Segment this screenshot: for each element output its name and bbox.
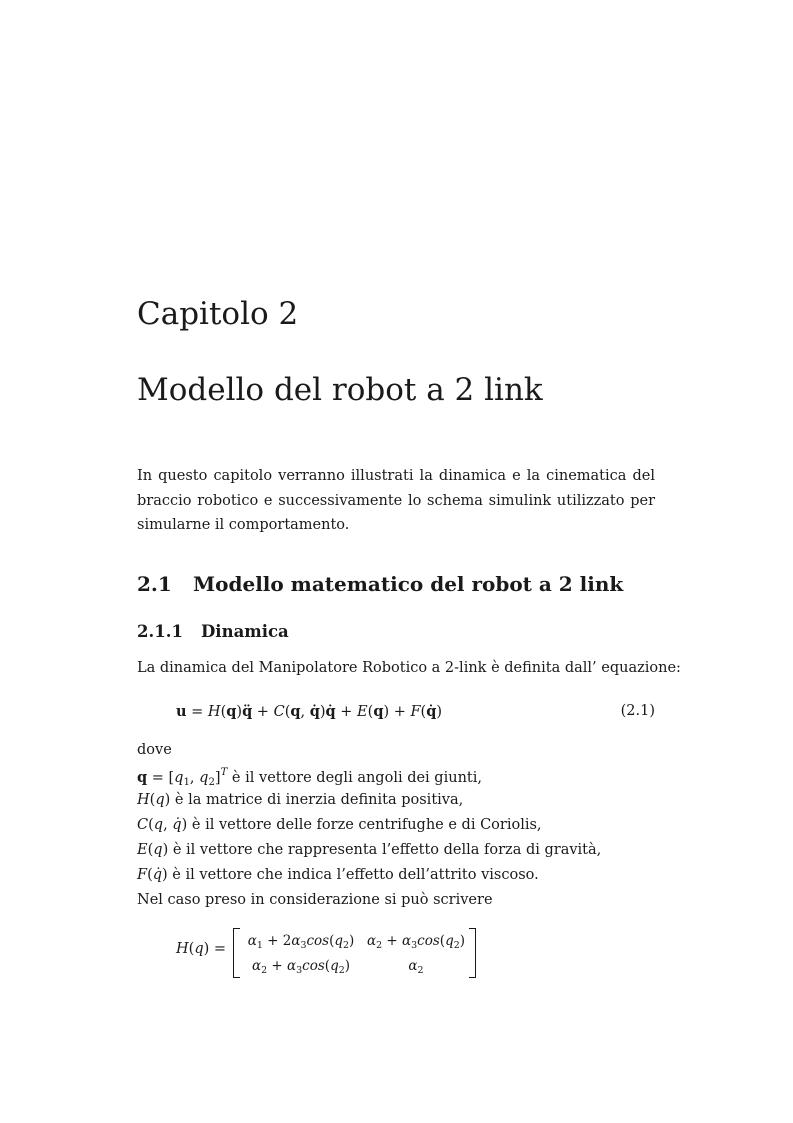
definition-C: C(q, q̇) è il vettore delle forze centrifughe e di Coriolis, bbox=[137, 817, 542, 833]
definition-q: $q = [q_1$, $q_2]^T$ è il vettore degli angoli dei giunti, bbox=[137, 767, 482, 788]
matrix-left-bracket bbox=[233, 928, 240, 978]
matrix-cell-11: $\alpha_1 + 2\alpha_3\cos(q_2)$ bbox=[247, 933, 355, 951]
section-title: Modello matematico del robot a 2 link bbox=[193, 572, 624, 596]
matrix-cell-21: $\alpha_2 + \alpha_3\cos(q_2)$ bbox=[251, 958, 351, 976]
dynamics-intro: La dinamica del Manipolatore Robotico a 2-link è definita dall’ equazione: bbox=[137, 660, 681, 676]
equation-number: (2.1) bbox=[620, 703, 655, 719]
matrix-cell-12: $\alpha_2 + \alpha_3\cos(q_2)$ bbox=[366, 933, 466, 951]
subsection-number: 2.1.1 bbox=[137, 622, 183, 641]
case-line: Nel caso preso in considerazione si può scrivere bbox=[137, 892, 493, 908]
chapter-title: Modello del robot a 2 link bbox=[137, 372, 543, 408]
subsection-title: Dinamica bbox=[201, 622, 289, 641]
definition-H: H(q) è la matrice di inerzia definita positiva, bbox=[137, 792, 464, 808]
matrix-right-bracket bbox=[469, 928, 476, 978]
matrix-cell-22: $\alpha_2$ bbox=[408, 958, 424, 976]
matrix-label: H(q) = bbox=[176, 941, 227, 957]
definition-F: F(q̇) è il vettore che indica l’effetto dell’attrito viscoso. bbox=[137, 867, 539, 883]
section-heading bbox=[137, 572, 623, 596]
chapter-label: Capitolo 2 bbox=[137, 296, 299, 332]
intro-paragraph: In questo capitolo verranno illustrati la dinamica e la cinematica del braccio robotico e successivamente lo schema simulink utilizzato per simularne il comportamento. bbox=[137, 468, 655, 533]
subsection-heading bbox=[137, 622, 289, 641]
dynamics-equation: u = H(q)q̈ + C(q, q̇)q̇ + E(q) + F(q̇) bbox=[176, 703, 443, 720]
section-number: 2.1 bbox=[137, 572, 172, 596]
definition-E: E(q) è il vettore che rappresenta l’effetto della forza di gravità, bbox=[137, 842, 602, 858]
where-label: dove bbox=[137, 742, 172, 758]
